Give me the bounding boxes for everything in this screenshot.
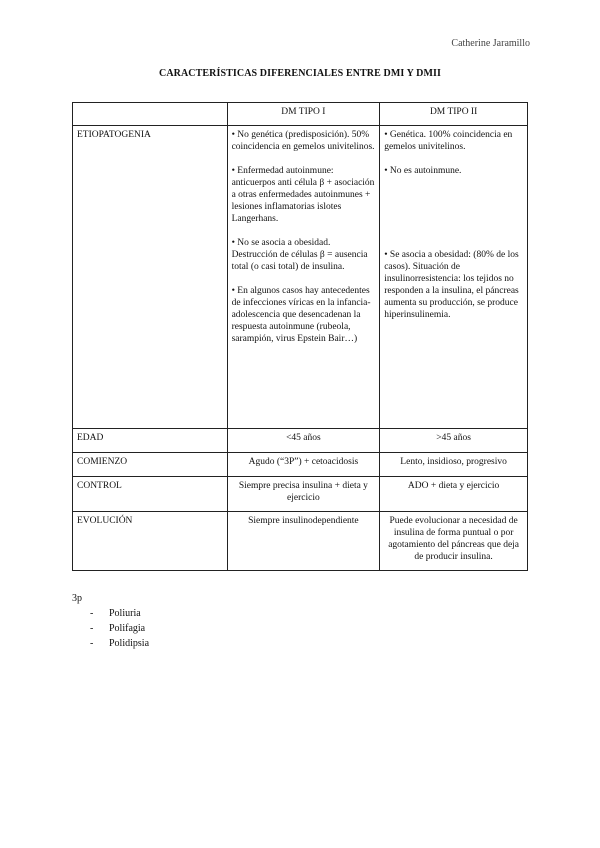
symptom-label: Polidipsia xyxy=(109,638,150,649)
header-dm-tipo-2: DM TIPO II xyxy=(380,103,528,126)
table-header-row xyxy=(73,103,528,126)
cell-etiopatogenia-tipo1 xyxy=(227,126,380,429)
cell-etiopatogenia-tipo2 xyxy=(380,126,528,429)
table-row-evolucion xyxy=(73,512,528,571)
table-row-edad xyxy=(73,429,528,453)
table-row-etiopatogenia xyxy=(73,126,528,429)
author-name: Catherine Jaramillo xyxy=(451,38,530,49)
etio-tipo1-para-4: • En algunos casos hay antecedentes de infecciones víricas en la infancia-adolescencia que desencadenan la respuesta autoinmune (rubeola, sarampión, virus Epstein Bair…) xyxy=(231,286,371,344)
row-label-evolucion: EVOLUCIÓN xyxy=(73,512,228,571)
cell-control-tipo1: Siempre precisa insulina + dieta y ejercicio xyxy=(227,477,380,512)
etio-tipo2-para-3: • Se asocia a obesidad: (80% de los casos). Situación de insulinorresistencia: los tejidos no responden a la insulina, el páncreas aumenta su producción, se produce hiperinsulinemia. xyxy=(384,250,519,320)
etio-tipo2-para-1: • Genética. 100% coincidencia en gemelos univitelinos. xyxy=(384,130,513,152)
list-item xyxy=(90,606,149,621)
table-row-control xyxy=(73,477,528,512)
symptom-list xyxy=(90,606,149,651)
cell-edad-tipo2: >45 años xyxy=(380,429,528,453)
cell-edad-tipo1: <45 años xyxy=(227,429,380,453)
etio-tipo1-para-1: • No genética (predisposición). 50% coincidencia en gemelos univitelinos. xyxy=(231,130,375,152)
notes-heading: 3p xyxy=(72,593,82,604)
row-label-edad: EDAD xyxy=(73,429,228,453)
row-label-comienzo: COMIENZO xyxy=(73,453,228,477)
symptom-label: Poliuria xyxy=(109,608,141,619)
etio-tipo1-para-3: • No se asocia a obesidad. Destrucción de células β = ausencia total (o casi total) de insulina. xyxy=(231,238,368,272)
cell-control-tipo2: ADO + dieta y ejercicio xyxy=(380,477,528,512)
cell-evolucion-tipo2: Puede evolucionar a necesidad de insulina de forma puntual o por agotamiento del páncreas que deja de producir insulina. xyxy=(380,512,528,571)
cell-comienzo-tipo1: Agudo (“3P”) + cetoacidosis xyxy=(227,453,380,477)
cell-comienzo-tipo2: Lento, insidioso, progresivo xyxy=(380,453,528,477)
table-row-comienzo xyxy=(73,453,528,477)
dash-marker: - xyxy=(90,608,94,619)
symptom-label: Polifagia xyxy=(109,623,146,634)
list-item xyxy=(90,621,149,636)
etio-tipo2-para-2: • No es autoinmune. xyxy=(384,166,462,176)
comparison-table xyxy=(72,102,528,571)
list-item xyxy=(90,636,149,651)
header-empty-cell xyxy=(73,103,228,126)
header-dm-tipo-1: DM TIPO I xyxy=(227,103,380,126)
dash-marker: - xyxy=(90,623,94,634)
document-title: CARACTERÍSTICAS DIFERENCIALES ENTRE DMI Y DMII xyxy=(159,68,441,79)
row-label-control: CONTROL xyxy=(73,477,228,512)
etio-tipo1-para-2: • Enfermedad autoinmune: anticuerpos anti célula β + asociación a otras enfermedades autoinmunes + lesiones inflamatorias islotes Langerhans. xyxy=(231,166,375,224)
row-label-etiopatogenia: ETIOPATOGENIA xyxy=(73,126,228,429)
dash-marker: - xyxy=(90,638,94,649)
cell-evolucion-tipo1: Siempre insulinodependiente xyxy=(227,512,380,571)
